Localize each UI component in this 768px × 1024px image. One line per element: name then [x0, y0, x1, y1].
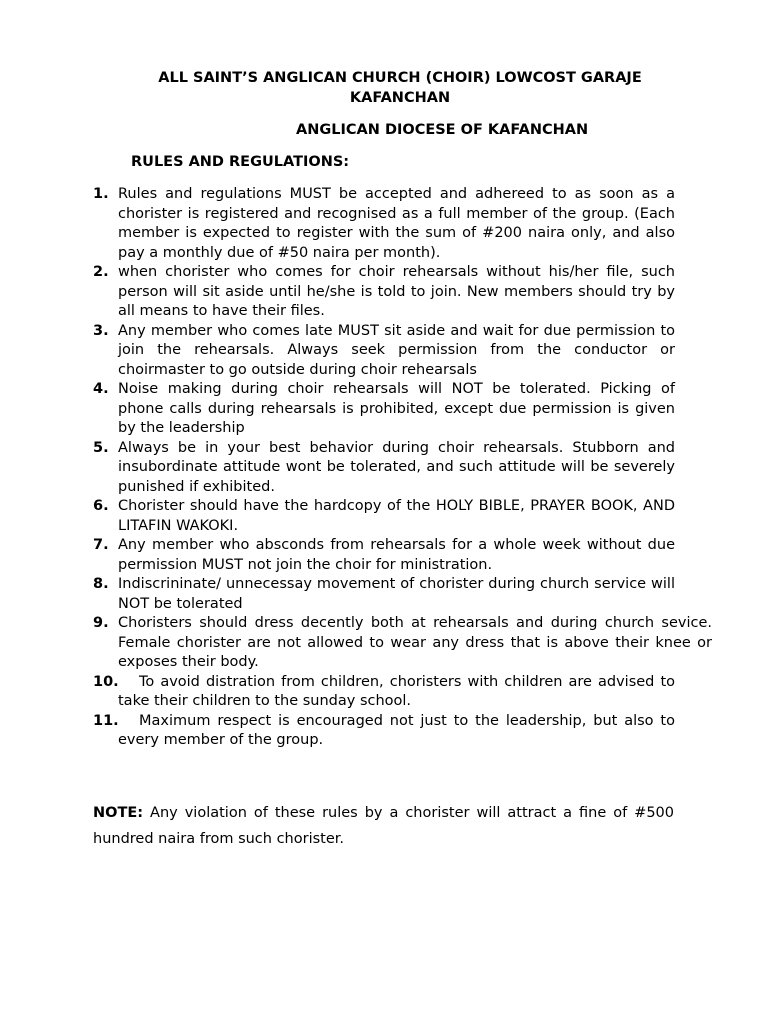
rule-item: [93, 439, 675, 498]
rules-heading: RULES AND REGULATIONS:: [131, 154, 350, 170]
rule-text: Any member who comes late MUST sit aside and wait for due permission to join the rehearsals. Always seek permission from the conductor or choirmaster to go outside during choir rehearsals: [118, 322, 675, 378]
rule-number: 7.: [93, 537, 109, 553]
note-label: NOTE:: [93, 805, 144, 821]
rule-item: [93, 185, 675, 263]
rule-text: Maximum respect is encouraged not just to the leadership, but also to every member of the group.: [118, 712, 675, 748]
diocese-subtitle: ANGLICAN DIOCESE OF KAFANCHAN: [296, 122, 589, 138]
rule-number: 6.: [93, 498, 109, 514]
rule-number: 11.: [93, 712, 119, 729]
rule-text: Any member who absconds from rehearsals for a whole week without due permission MUST not join the choir for ministration.: [118, 537, 675, 573]
rule-item: [93, 575, 675, 614]
rule-number: 3.: [93, 322, 109, 339]
rule-text: Always be in your best behavior during choir rehearsals. Stubborn and insubordinate attitude wont be tolerated, and such attitude will be severely punished if exhibited.: [118, 439, 675, 495]
rules-list: [93, 185, 712, 751]
rule-text: Chorister should have the hardcopy of the HOLY BIBLE, PRAYER BOOK, AND LITAFIN WAKOKI.: [118, 498, 675, 534]
document-title: ALL SAINT’S ANGLICAN CHURCH (CHOIR) LOWCOST GARAJE KAFANCHAN: [158, 70, 642, 106]
rule-text: Noise making during choir rehearsals will NOT be tolerated. Picking of phone calls during rehearsals is prohibited, except due permission is given by the leadership: [118, 381, 675, 436]
rule-text: Rules and regulations MUST be accepted and adhereed to as soon as a chorister is registered and recognised as a full member of the group. (Each member is expected to register with the sum of #200 naira only, and also pay a monthly due of #50 naira per month).: [118, 186, 675, 261]
rule-item: [93, 614, 712, 673]
rule-item: [93, 673, 675, 712]
note-text: Any violation of these rules by a chorister will attract a fine of #500 hundred naira from such chorister.: [93, 805, 674, 847]
rule-number: 4.: [93, 381, 109, 397]
rule-number: 8.: [93, 576, 109, 592]
rule-text: Indiscrininate/ unnecessay movement of chorister during church service will NOT be tolerated: [118, 576, 675, 612]
rule-number: 2.: [93, 264, 109, 280]
rule-item: [93, 712, 675, 751]
rule-number: 1.: [93, 186, 109, 202]
rule-item: [93, 263, 675, 322]
rule-number: 5.: [93, 439, 109, 456]
rule-text: Choristers should dress decently both at rehearsals and during church sevice. Female chorister are not allowed to wear any dress that is above their knee or exposes their body.: [118, 615, 712, 670]
rule-item: [93, 497, 675, 536]
rule-text: To avoid distration from children, choristers with children are advised to take their children to the sunday school.: [118, 673, 675, 709]
rule-item: [93, 380, 675, 439]
rule-number: 9.: [93, 615, 109, 631]
rule-item: [93, 536, 675, 575]
rule-number: 10.: [93, 673, 119, 690]
note-paragraph: [93, 800, 674, 852]
rule-item: [93, 322, 675, 381]
rule-text: when chorister who comes for choir rehearsals without his/her file, such person will sit aside until he/she is told to join. New members should try by all means to have their files.: [118, 264, 675, 319]
